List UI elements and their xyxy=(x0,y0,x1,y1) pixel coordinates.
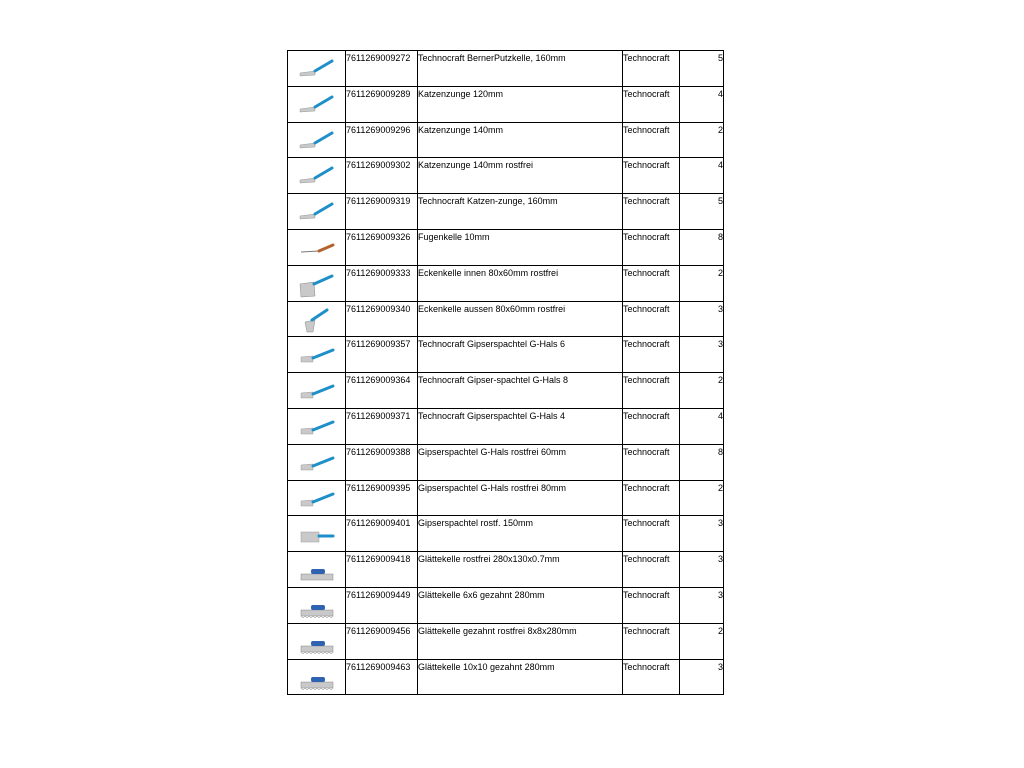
quantity-text: 3 xyxy=(717,589,723,600)
product-image-cell xyxy=(288,659,346,695)
ean-text: 7611269009418 xyxy=(346,554,411,565)
product-image-cell xyxy=(288,122,346,158)
quantity-cell xyxy=(680,552,724,588)
ean-cell xyxy=(346,587,418,623)
product-image-cell xyxy=(288,408,346,444)
notched-trowel-icon xyxy=(288,660,346,696)
product-image-cell xyxy=(288,444,346,480)
product-image-cell xyxy=(288,623,346,659)
table-row xyxy=(288,587,724,623)
description-text: Fugenkelle 10mm xyxy=(418,231,490,242)
table-row xyxy=(288,337,724,373)
ean-text: 7611269009319 xyxy=(346,196,411,207)
brand-cell xyxy=(623,86,680,122)
description-text: Gipserspachtel rostf. 150mm xyxy=(418,518,534,529)
brand-cell xyxy=(623,301,680,337)
quantity-text: 2 xyxy=(717,124,723,135)
description-text: Gipserspachtel G-Hals rostfrei 60mm xyxy=(418,446,567,457)
ean-cell xyxy=(346,229,418,265)
cats-tongue-trowel-icon xyxy=(288,123,346,159)
brand-text: Technocraft xyxy=(623,160,670,171)
brand-text: Technocraft xyxy=(623,375,670,386)
table-row xyxy=(288,51,724,87)
ean-text: 7611269009333 xyxy=(346,267,411,278)
description-cell xyxy=(418,623,623,659)
description-text: Glättekelle rostfrei 280x130x0.7mm xyxy=(418,554,560,565)
quantity-cell xyxy=(680,480,724,516)
ean-cell xyxy=(346,552,418,588)
ean-text: 7611269009296 xyxy=(346,124,411,135)
table-row xyxy=(288,301,724,337)
quantity-cell xyxy=(680,516,724,552)
quantity-cell xyxy=(680,51,724,87)
brand-cell xyxy=(623,373,680,409)
description-cell xyxy=(418,480,623,516)
description-cell xyxy=(418,516,623,552)
brand-text: Technocraft xyxy=(623,303,670,314)
brand-cell xyxy=(623,194,680,230)
wide-spatula-icon xyxy=(288,516,346,552)
brand-text: Technocraft xyxy=(623,518,670,529)
plaster-trowel-icon xyxy=(288,51,346,87)
quantity-cell xyxy=(680,623,724,659)
ean-cell xyxy=(346,194,418,230)
description-text: Glättekelle 6x6 gezahnt 280mm xyxy=(418,589,545,600)
notched-trowel-icon xyxy=(288,588,346,624)
table-row xyxy=(288,86,724,122)
ean-text: 7611269009272 xyxy=(346,53,411,63)
outside-corner-trowel-icon xyxy=(288,302,346,338)
product-image-cell xyxy=(288,516,346,552)
description-text: Technocraft Gipserspachtel G-Hals 6 xyxy=(418,339,566,350)
brand-cell xyxy=(623,623,680,659)
table-row xyxy=(288,122,724,158)
description-text: Katzenzunge 140mm rostfrei xyxy=(418,160,534,171)
brand-text: Technocraft xyxy=(623,88,670,99)
quantity-text: 3 xyxy=(717,661,723,672)
ean-cell xyxy=(346,158,418,194)
description-text: Katzenzunge 140mm xyxy=(418,124,504,135)
description-text: Glättekelle 10x10 gezahnt 280mm xyxy=(418,661,555,672)
brand-text: Technocraft xyxy=(623,661,670,672)
product-image-cell xyxy=(288,86,346,122)
description-text: Technocraft Katzen-zunge, 160mm xyxy=(418,196,558,207)
quantity-text: 2 xyxy=(717,267,723,278)
ean-cell xyxy=(346,337,418,373)
table-row xyxy=(288,623,724,659)
description-cell xyxy=(418,158,623,194)
ean-cell xyxy=(346,659,418,695)
quantity-text: 2 xyxy=(717,375,723,386)
description-text: Gipserspachtel G-Hals rostfrei 80mm xyxy=(418,482,567,493)
ean-text: 7611269009289 xyxy=(346,88,411,99)
brand-text: Technocraft xyxy=(623,589,670,600)
description-text: Glättekelle gezahnt rostfrei 8x8x280mm xyxy=(418,625,577,636)
description-cell xyxy=(418,444,623,480)
ean-text: 7611269009357 xyxy=(346,339,411,350)
product-sheet xyxy=(287,50,724,695)
product-image-cell xyxy=(288,301,346,337)
ean-cell xyxy=(346,444,418,480)
product-image-cell xyxy=(288,480,346,516)
description-cell xyxy=(418,86,623,122)
brand-cell xyxy=(623,51,680,87)
table-row xyxy=(288,158,724,194)
inside-corner-trowel-icon xyxy=(288,266,346,302)
quantity-text: 2 xyxy=(717,625,723,636)
description-text: Eckenkelle innen 80x60mm rostfrei xyxy=(418,267,559,278)
description-cell xyxy=(418,51,623,87)
description-cell xyxy=(418,587,623,623)
ean-text: 7611269009449 xyxy=(346,589,411,600)
plaster-spatula-icon xyxy=(288,481,346,517)
quantity-text: 8 xyxy=(717,231,723,242)
table-row xyxy=(288,229,724,265)
ean-text: 7611269009371 xyxy=(346,410,411,421)
quantity-cell xyxy=(680,265,724,301)
product-image-cell xyxy=(288,373,346,409)
table-row xyxy=(288,516,724,552)
quantity-text: 2 xyxy=(717,482,723,493)
quantity-text: 8 xyxy=(717,446,723,457)
table-row xyxy=(288,659,724,695)
brand-cell xyxy=(623,659,680,695)
quantity-cell xyxy=(680,587,724,623)
cats-tongue-trowel-icon xyxy=(288,158,346,194)
notched-trowel-icon xyxy=(288,624,346,660)
ean-text: 7611269009401 xyxy=(346,518,411,529)
brand-cell xyxy=(623,158,680,194)
description-cell xyxy=(418,408,623,444)
ean-cell xyxy=(346,480,418,516)
table-row xyxy=(288,444,724,480)
product-image-cell xyxy=(288,51,346,87)
description-text: Technocraft Gipser-spachtel G-Hals 8 xyxy=(418,375,569,386)
quantity-cell xyxy=(680,659,724,695)
quantity-text: 4 xyxy=(717,88,723,99)
ean-cell xyxy=(346,51,418,87)
quantity-cell xyxy=(680,86,724,122)
brand-text: Technocraft xyxy=(623,410,670,421)
ean-text: 7611269009364 xyxy=(346,375,411,386)
brand-cell xyxy=(623,337,680,373)
description-text: Katzenzunge 120mm xyxy=(418,88,504,99)
quantity-cell xyxy=(680,301,724,337)
description-text: Eckenkelle aussen 80x60mm rostfrei xyxy=(418,303,566,314)
joint-trowel-icon xyxy=(288,230,346,266)
table-row xyxy=(288,408,724,444)
ean-text: 7611269009302 xyxy=(346,160,411,171)
brand-cell xyxy=(623,229,680,265)
quantity-text: 4 xyxy=(717,160,723,171)
description-text: Technocraft BernerPutzkelle, 160mm xyxy=(418,53,566,63)
table-row xyxy=(288,194,724,230)
brand-text: Technocraft xyxy=(623,196,670,207)
ean-text: 7611269009388 xyxy=(346,446,411,457)
quantity-text: 4 xyxy=(717,410,723,421)
ean-cell xyxy=(346,516,418,552)
quantity-text: 3 xyxy=(717,339,723,350)
brand-cell xyxy=(623,552,680,588)
plaster-spatula-icon xyxy=(288,337,346,373)
quantity-cell xyxy=(680,444,724,480)
product-image-cell xyxy=(288,158,346,194)
description-cell xyxy=(418,122,623,158)
description-cell xyxy=(418,659,623,695)
product-image-cell xyxy=(288,194,346,230)
quantity-text: 3 xyxy=(717,554,723,565)
quantity-cell xyxy=(680,158,724,194)
brand-text: Technocraft xyxy=(623,231,670,242)
ean-cell xyxy=(346,408,418,444)
brand-text: Technocraft xyxy=(623,339,670,350)
quantity-text: 5 xyxy=(717,196,723,207)
ean-cell xyxy=(346,86,418,122)
plaster-spatula-icon xyxy=(288,373,346,409)
ean-text: 7611269009340 xyxy=(346,303,411,314)
brand-cell xyxy=(623,265,680,301)
product-image-cell xyxy=(288,229,346,265)
ean-cell xyxy=(346,265,418,301)
brand-cell xyxy=(623,516,680,552)
description-text: Technocraft Gipserspachtel G-Hals 4 xyxy=(418,410,566,421)
table-row xyxy=(288,373,724,409)
description-cell xyxy=(418,337,623,373)
quantity-cell xyxy=(680,337,724,373)
product-image-cell xyxy=(288,265,346,301)
cats-tongue-trowel-icon xyxy=(288,87,346,123)
brand-cell xyxy=(623,408,680,444)
brand-text: Technocraft xyxy=(623,482,670,493)
brand-text: Technocraft xyxy=(623,53,670,63)
quantity-cell xyxy=(680,229,724,265)
description-cell xyxy=(418,373,623,409)
table-row xyxy=(288,480,724,516)
ean-text: 7611269009456 xyxy=(346,625,411,636)
brand-text: Technocraft xyxy=(623,124,670,135)
ean-cell xyxy=(346,301,418,337)
ean-cell xyxy=(346,373,418,409)
brand-cell xyxy=(623,480,680,516)
description-cell xyxy=(418,301,623,337)
quantity-text: 3 xyxy=(717,518,723,529)
table-row xyxy=(288,552,724,588)
description-cell xyxy=(418,552,623,588)
product-image-cell xyxy=(288,587,346,623)
brand-cell xyxy=(623,587,680,623)
plaster-spatula-icon xyxy=(288,445,346,481)
brand-text: Technocraft xyxy=(623,625,670,636)
quantity-cell xyxy=(680,122,724,158)
product-image-cell xyxy=(288,552,346,588)
quantity-text: 5 xyxy=(717,53,723,63)
brand-cell xyxy=(623,122,680,158)
description-cell xyxy=(418,229,623,265)
ean-text: 7611269009463 xyxy=(346,661,411,672)
ean-text: 7611269009395 xyxy=(346,482,411,493)
brand-text: Technocraft xyxy=(623,267,670,278)
product-image-cell xyxy=(288,337,346,373)
product-table xyxy=(287,50,724,695)
quantity-text: 3 xyxy=(717,303,723,314)
smoothing-trowel-icon xyxy=(288,552,346,588)
quantity-cell xyxy=(680,194,724,230)
brand-text: Technocraft xyxy=(623,446,670,457)
plaster-spatula-icon xyxy=(288,409,346,445)
quantity-cell xyxy=(680,408,724,444)
cats-tongue-trowel-icon xyxy=(288,194,346,230)
quantity-cell xyxy=(680,373,724,409)
brand-cell xyxy=(623,444,680,480)
ean-cell xyxy=(346,122,418,158)
description-cell xyxy=(418,194,623,230)
ean-text: 7611269009326 xyxy=(346,231,411,242)
brand-text: Technocraft xyxy=(623,554,670,565)
ean-cell xyxy=(346,623,418,659)
description-cell xyxy=(418,265,623,301)
table-row xyxy=(288,265,724,301)
